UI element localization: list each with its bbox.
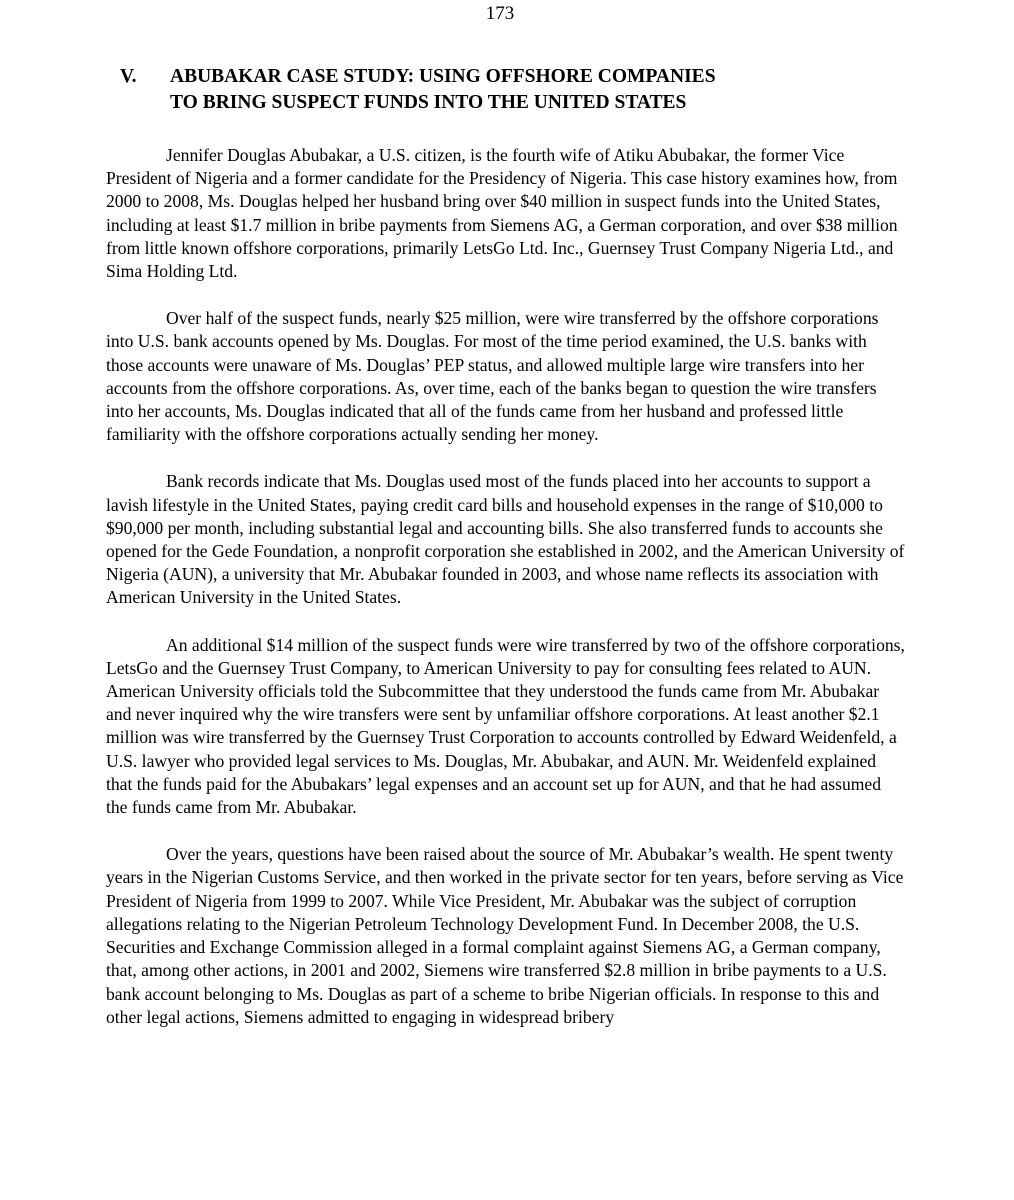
paragraph: An additional $14 million of the suspect funds were wire transferred by two of the offshore corporations, LetsGo and the Guernsey Trust Company, to American University to pay for consulting fees related to AUN. American University officials told the Subcommittee that they understood the funds came from Mr. Abubakar and never inquired why the wire transfers were sent by unfamiliar offshore corporations. At least another $2.1 million was wire transferred by the Guernsey Trust Corporation to accounts controlled by Edward Weidenfeld, a U.S. lawyer who provided legal services to Ms. Douglas, Mr. Abubakar, and AUN. Mr. Weidenfeld explained that the funds paid for the Abubakars’ legal expenses and an account set up for AUN, and that he had assumed the funds came from Mr. Abubakar. bbox=[106, 634, 905, 818]
paragraph: Jennifer Douglas Abubakar, a U.S. citizen, is the fourth wife of Atiku Abubakar, the former Vice President of Nigeria and a former candidate for the Presidency of Nigeria. This case history examines how, from 2000 to 2008, Ms. Douglas helped her husband bring over $40 million in suspect funds into the United States, including at least $1.7 million in bribe payments from Siemens AG, a German corporation, and over $38 million from little known offshore corporations, primarily LetsGo Ltd. Inc., Guernsey Trust Company Nigeria Ltd., and Sima Holding Ltd. bbox=[106, 145, 898, 282]
paragraph: Over half of the suspect funds, nearly $25 million, were wire transferred by the offshore corporations into U.S. bank accounts opened by Ms. Douglas. For most of the time period examined, the U.S. banks with those accounts were unaware of Ms. Douglas’ PEP status, and allowed multiple large wire transfers into her accounts from the offshore corporations. As, over time, each of the banks began to question the wire transfers into her accounts, Ms. Douglas indicated that all of the funds came from her husband and professed little familiarity with the offshore corporations actually sending her money. bbox=[106, 308, 879, 445]
paragraph: Bank records indicate that Ms. Douglas used most of the funds placed into her accounts to support a lavish lifestyle in the United States, paying credit card bills and household expenses in the range of $10,000 to $90,000 per month, including substantial legal and accounting bills. She also transferred funds to accounts she opened for the Gede Foundation, a nonprofit corporation she established in 2002, and the American University of Nigeria (AUN), a university that Mr. Abubakar founded in 2003, and whose name reflects its association with American University in the United States. bbox=[106, 471, 905, 608]
section-heading bbox=[120, 64, 940, 116]
page-number: 173 bbox=[485, 3, 515, 24]
section-number: V. bbox=[120, 66, 137, 87]
body-text bbox=[106, 144, 906, 1053]
section-title-line2: TO BRING SUSPECT FUNDS INTO THE UNITED STATES bbox=[170, 92, 687, 113]
section-title-line1: ABUBAKAR CASE STUDY: USING OFFSHORE COMPANIES bbox=[170, 66, 716, 87]
paragraph: Over the years, questions have been raised about the source of Mr. Abubakar’s wealth. He spent twenty years in the Nigerian Customs Service, and then worked in the private sector for ten years, before serving as Vice President of Nigeria from 1999 to 2007. While Vice President, Mr. Abubakar was the subject of corruption allegations relating to the Nigerian Petroleum Technology Development Fund. In December 2008, the U.S. Securities and Exchange Commission alleged in a formal complaint against Siemens AG, a German company, that, among other actions, in 2001 and 2002, Siemens wire transferred $2.8 million in bribe payments to a U.S. bank account belonging to Ms. Douglas as part of a scheme to bribe Nigerian officials. In response to this and other legal actions, Siemens admitted to engaging in widespread bribery bbox=[106, 844, 904, 1027]
